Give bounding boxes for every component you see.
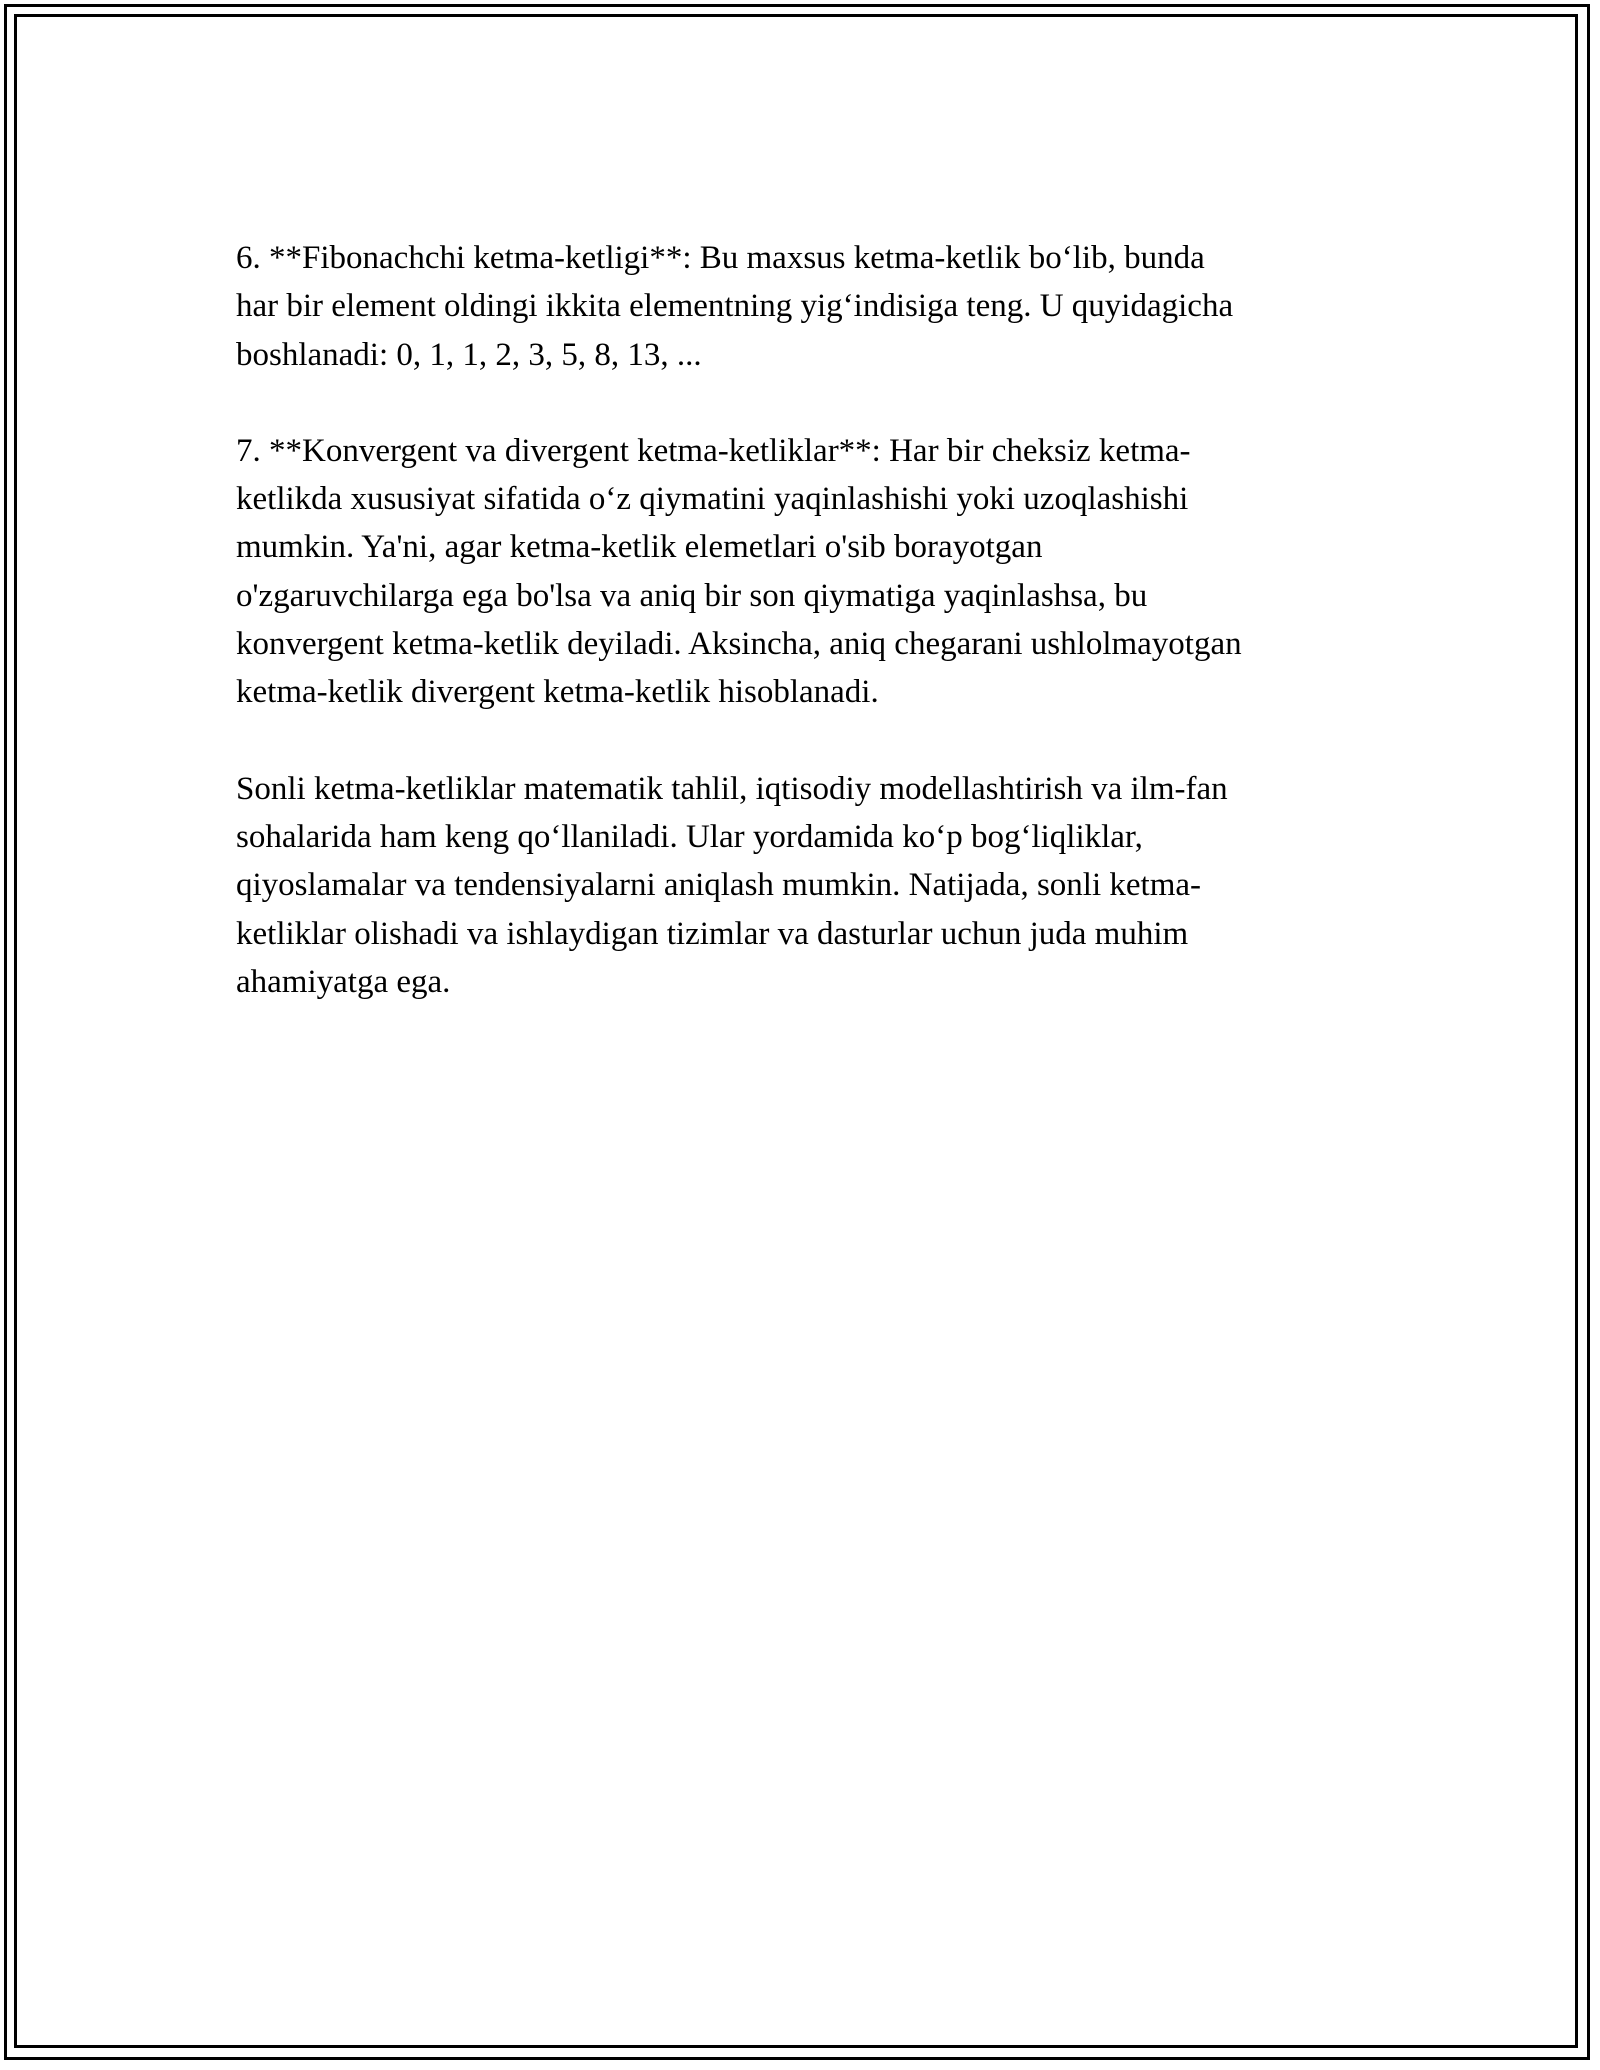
text-line: boshlanadi: 0, 1, 1, 2, 3, 5, 8, 13, ... — [236, 336, 702, 373]
text-line: konvergent ketma-ketlik deyiladi. Aksincha, aniq chegarani ushlolmayotgan — [236, 626, 1242, 663]
text-line: sohalarida ham keng qo‘llaniladi. Ular yordamida ko‘p bog‘liqliklar, — [236, 818, 1143, 855]
text-line: o'zgaruvchilarga ega bo'lsa va aniq bir son qiymatiga yaqinlashsa, bu — [236, 577, 1148, 614]
text-line: Sonli ketma-ketliklar matematik tahlil, iqtisodiy modellashtirish va ilm-fan — [236, 770, 1228, 807]
document-body — [236, 234, 1366, 1054]
paragraph-fibonacci — [236, 234, 1366, 379]
paragraph-convergent-divergent — [236, 427, 1366, 717]
text-line: mumkin. Ya'ni, agar ketma-ketlik elemetlari o'sib borayotgan — [236, 529, 1043, 566]
text-line: har bir element oldingi ikkita elementning yig‘indisiga teng. U quyidagicha — [236, 288, 1234, 325]
text-line: qiyoslamalar va tendensiyalarni aniqlash mumkin. Natijada, sonli ketma- — [236, 867, 1201, 904]
text-line: ketma-ketlik divergent ketma-ketlik hisoblanadi. — [236, 674, 879, 711]
text-line: ketlikda xususiyat sifatida o‘z qiymatini yaqinlashishi yoki uzoqlashishi — [236, 481, 1189, 518]
text-line: ketliklar olishadi va ishlaydigan tizimlar va dasturlar uchun juda muhim — [236, 915, 1189, 952]
text-line: ahamiyatga ega. — [236, 963, 451, 1000]
paragraph-summary — [236, 765, 1366, 1006]
text-line: 7. **Konvergent va divergent ketma-ketliklar**: Har bir cheksiz ketma- — [236, 432, 1191, 469]
text-line: 6. **Fibonachchi ketma-ketligi**: Bu maxsus ketma-ketlik bo‘lib, bunda — [236, 240, 1205, 276]
